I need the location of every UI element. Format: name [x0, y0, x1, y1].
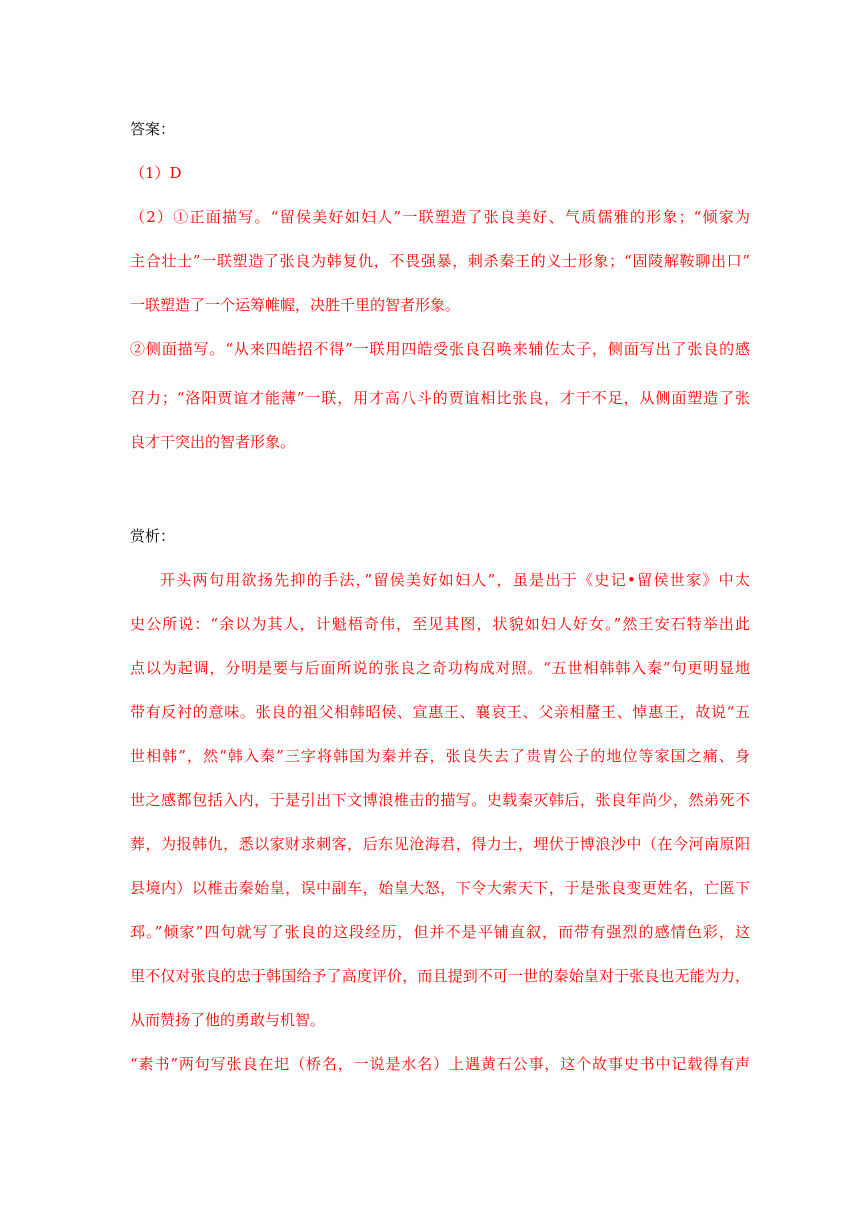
analysis-line: 从而赞扬了他的勇敢与机智。	[130, 1011, 326, 1029]
analysis-line: “素书”两句写张良在圯（桥名，一说是水名）上遇黄石公事，这个故事史书中记载得有声	[130, 1055, 750, 1073]
answer-line: 主合壮士”一联塑造了张良为韩复仇，不畏强暴，刺杀秦王的义士形象；“固陵解鞍聊出口”	[130, 252, 750, 270]
answer-line: （1）D	[130, 164, 182, 182]
answer-line: ②侧面描写。“从来四皓招不得”一联用四皓受张良召唤来辅佐太子，侧面写出了张良的感	[130, 340, 750, 358]
analysis-line: 葬，为报韩仇，悉以家财求刺客，后东见沧海君，得力士，埋伏于博浪沙中（在今河南原阳	[130, 835, 750, 853]
analysis-line: 县境内）以椎击秦始皇，误中副车，始皇大怒，下令大索天下，于是张良变更姓名，亡匿下	[130, 879, 750, 897]
answer-line: 一联塑造了一个运筹帷幄，决胜千里的智者形象。	[130, 296, 461, 314]
analysis-line: 开头两句用欲扬先抑的手法，”留侯美好如妇人”，虽是出于《史记•留侯世家》中太	[160, 571, 750, 589]
analysis-line: 邳。”倾家”四句就写了张良的这段经历，但并不是平铺直叙，而带有强烈的感情色彩，这	[130, 923, 750, 941]
analysis-line: 世之感都包括入内，于是引出下文博浪椎击的描写。史载秦灭韩后，张良年尚少，然弟死不	[130, 791, 750, 809]
answer-line: （2）①正面描写。“留侯美好如妇人”一联塑造了张良美好、气质儒雅的形象；“倾家为	[130, 208, 750, 226]
analysis-line: 世相韩”，然“韩入秦”三字将韩国为秦并吞，张良失去了贵胄公子的地位等家国之痛、身	[130, 747, 750, 765]
analysis-line: 带有反衬的意味。张良的祖父相韩昭侯、宣惠王、襄哀王、父亲相釐王、悼惠王，故说“五	[130, 703, 750, 721]
analysis-line: 史公所说：“余以为其人，计魁梧奇伟，至见其图，状貌如妇人好女。”然王安石特举出此	[130, 615, 750, 633]
analysis-heading: 赏析：	[130, 527, 176, 545]
analysis-line: 里不仅对张良的忠于韩国给予了高度评价，而且提到不可一世的秦始皇对于张良也无能为力，	[130, 967, 750, 985]
answer-heading: 答案：	[130, 120, 176, 138]
answer-line: 良才干突出的智者形象。	[130, 433, 296, 451]
analysis-line: 点以为起调，分明是要与后面所说的张良之奇功构成对照。“五世相韩韩入秦”句更明显地	[130, 659, 750, 677]
answer-line: 召力；“洛阳贾谊才能薄”一联，用才高八斗的贾谊相比张良，才干不足，从侧面塑造了张	[130, 389, 750, 407]
